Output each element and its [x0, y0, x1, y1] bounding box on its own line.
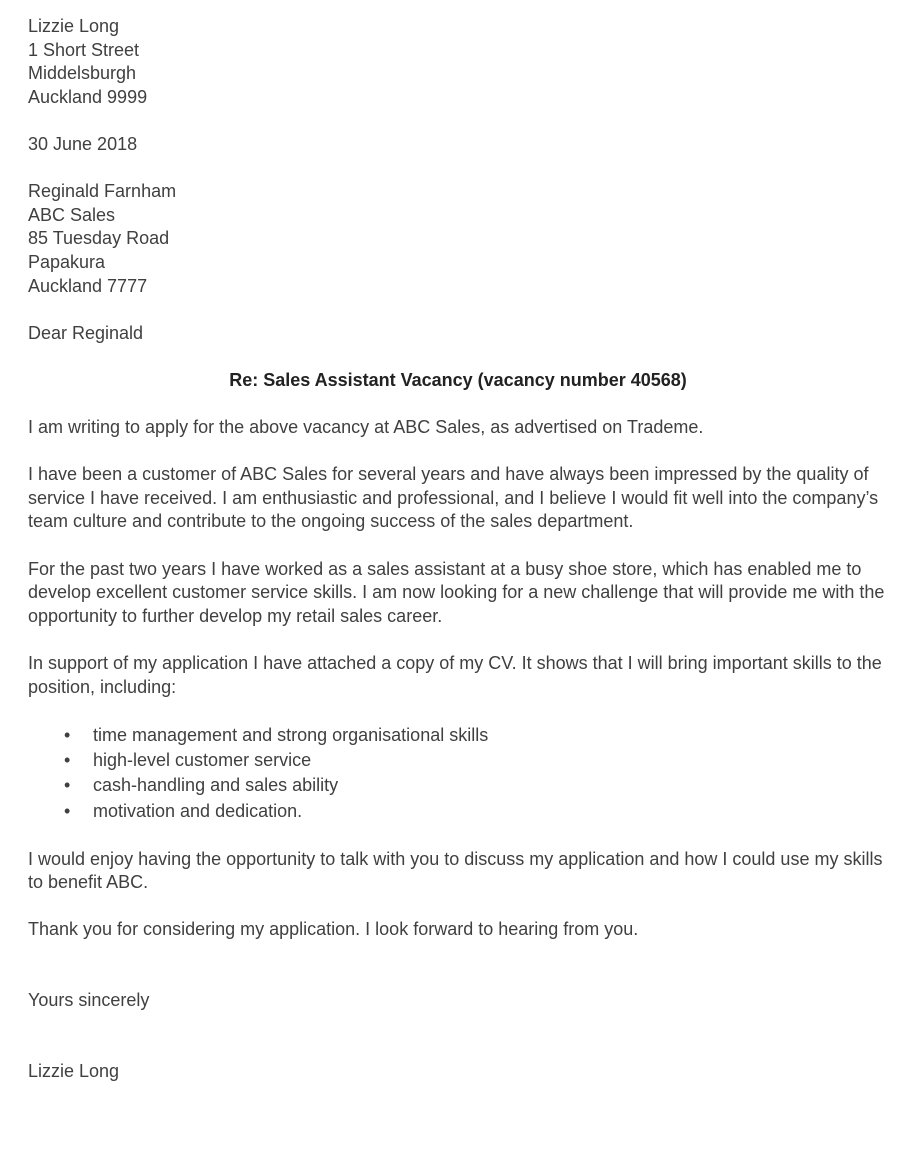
skills-list-item-1: • time management and strong organisational skills [28, 723, 888, 748]
skills-list-item-2: • high-level customer service [28, 748, 888, 773]
sender-name: Lizzie Long [28, 16, 120, 36]
letter-date: 30 June 2018 [28, 133, 138, 154]
sender-address [28, 15, 888, 109]
salutation: Dear Reginald [28, 322, 144, 343]
subject-line: Re: Sales Assistant Vacancy (vacancy number 40568) [229, 369, 687, 390]
valediction: Yours sincerely [28, 990, 150, 1011]
body-paragraph-4: In support of my application I have attached a copy of my CV. It shows that I will bring important skills to the position, including: [28, 653, 882, 697]
recipient-suburb: Papakura [28, 251, 106, 272]
recipient-address [28, 180, 888, 298]
recipient-name: Reginald Farnham [28, 181, 177, 202]
skills-list [28, 723, 888, 824]
closing-paragraph-2: Thank you for considering my application. I look forward to hearing from you. [28, 919, 639, 940]
sender-suburb: Middelsburgh [28, 63, 137, 84]
closing-paragraph-1: I would enjoy having the opportunity to talk with you to discuss my application and how I could use my skills to benefit ABC. [28, 848, 883, 893]
recipient-street: 85 Tuesday Road [28, 228, 170, 249]
signature-name: Lizzie Long [28, 1060, 120, 1081]
skills-list-item-4: • motivation and dedication. [28, 799, 888, 824]
sender-city: Auckland 9999 [28, 86, 148, 107]
recipient-company: ABC Sales [28, 204, 116, 225]
body-paragraph-2: I have been a customer of ABC Sales for several years and have always been impressed by the quality of service I have received. I am enthusiastic and professional, and I believe I would fit well into the company’s team culture and contribute to the ongoing success of the sales department. [28, 464, 879, 532]
recipient-city: Auckland 7777 [28, 275, 148, 296]
body-paragraph-3: For the past two years I have worked as a sales assistant at a busy shoe store, which has enabled me to develop excellent customer service skills. I am now looking for a new challenge that will provide me with the opportunity to further develop my retail sales career. [28, 558, 885, 626]
sender-street: 1 Short Street [28, 39, 140, 60]
skills-list-item-3: • cash-handling and sales ability [28, 773, 888, 798]
body-paragraph-1: I am writing to apply for the above vacancy at ABC Sales, as advertised on Trademe. [28, 417, 704, 438]
